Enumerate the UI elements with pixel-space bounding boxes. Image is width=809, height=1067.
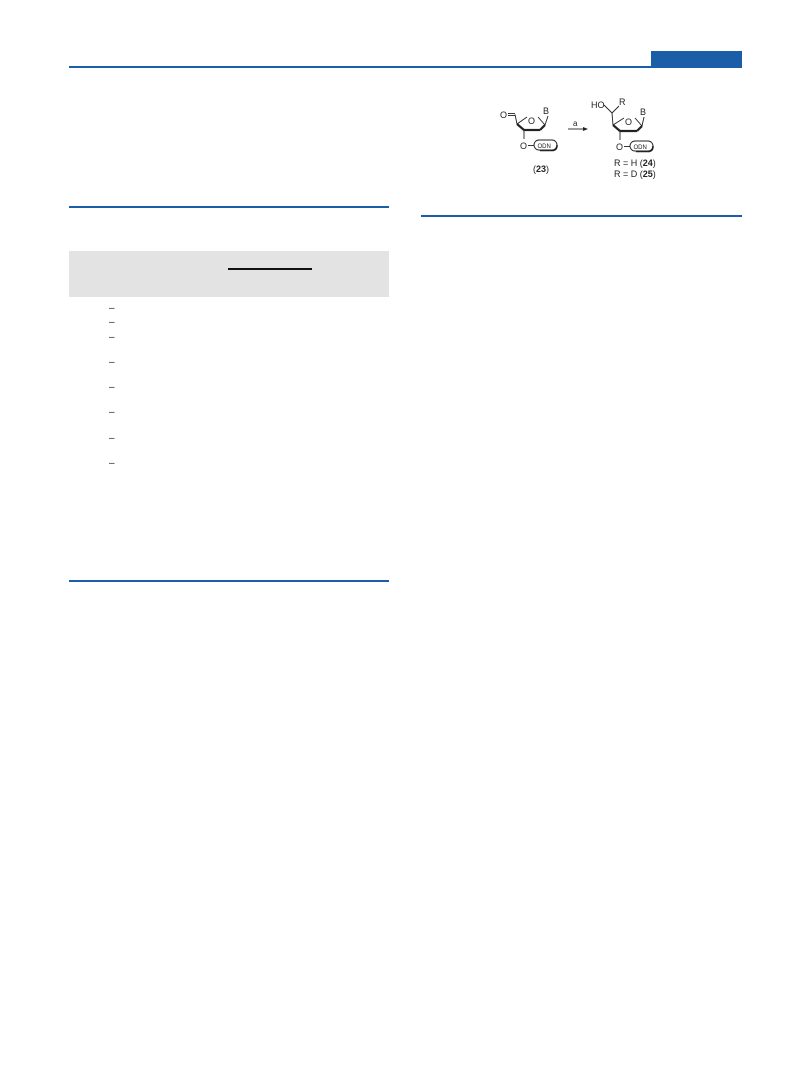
product-compound-label-h: R = H (24) — [614, 158, 656, 168]
reaction-arrow — [568, 119, 588, 131]
reaction-scheme — [495, 92, 675, 184]
ring-oxygen-label: O — [528, 116, 536, 126]
section-rule-left-upper — [69, 206, 389, 208]
table-row-dash: – — [109, 332, 115, 343]
ring-oxygen-label: O — [625, 117, 633, 127]
reactant-structure — [500, 106, 557, 174]
section-rule-right — [421, 215, 742, 217]
reagent-label: a — [573, 119, 578, 128]
base-label: B — [640, 107, 647, 117]
table-header-rule — [228, 268, 312, 270]
table-row-dash: – — [109, 382, 115, 393]
linker-oxygen-label: O — [616, 142, 624, 152]
oligonucleotide-label: ODN — [537, 144, 551, 150]
base-label: B — [543, 106, 550, 116]
table-row-dash: – — [109, 433, 115, 444]
section-rule-left-lower — [69, 580, 389, 582]
hydroxyl-label: HO — [591, 100, 605, 110]
table-row-dash: – — [109, 317, 115, 328]
header-rule — [69, 66, 742, 68]
r-substituent-label: R — [619, 97, 626, 107]
header-accent-tab — [651, 51, 742, 67]
reaction-scheme-drawing — [495, 92, 675, 184]
table-row-dash: – — [109, 357, 115, 368]
linker-oxygen-label: O — [520, 141, 528, 151]
table-row-dash: – — [109, 407, 115, 418]
product-compound-label-d: R = D (25) — [614, 169, 656, 179]
product-structure — [591, 97, 656, 179]
table-row-dash: – — [109, 458, 115, 469]
table-header-band — [69, 251, 389, 297]
carbonyl-oxygen-label: O — [500, 110, 508, 120]
table-row-dash: – — [109, 303, 115, 314]
reactant-compound-label: (23) — [533, 164, 550, 174]
oligonucleotide-label: ODN — [633, 145, 647, 151]
